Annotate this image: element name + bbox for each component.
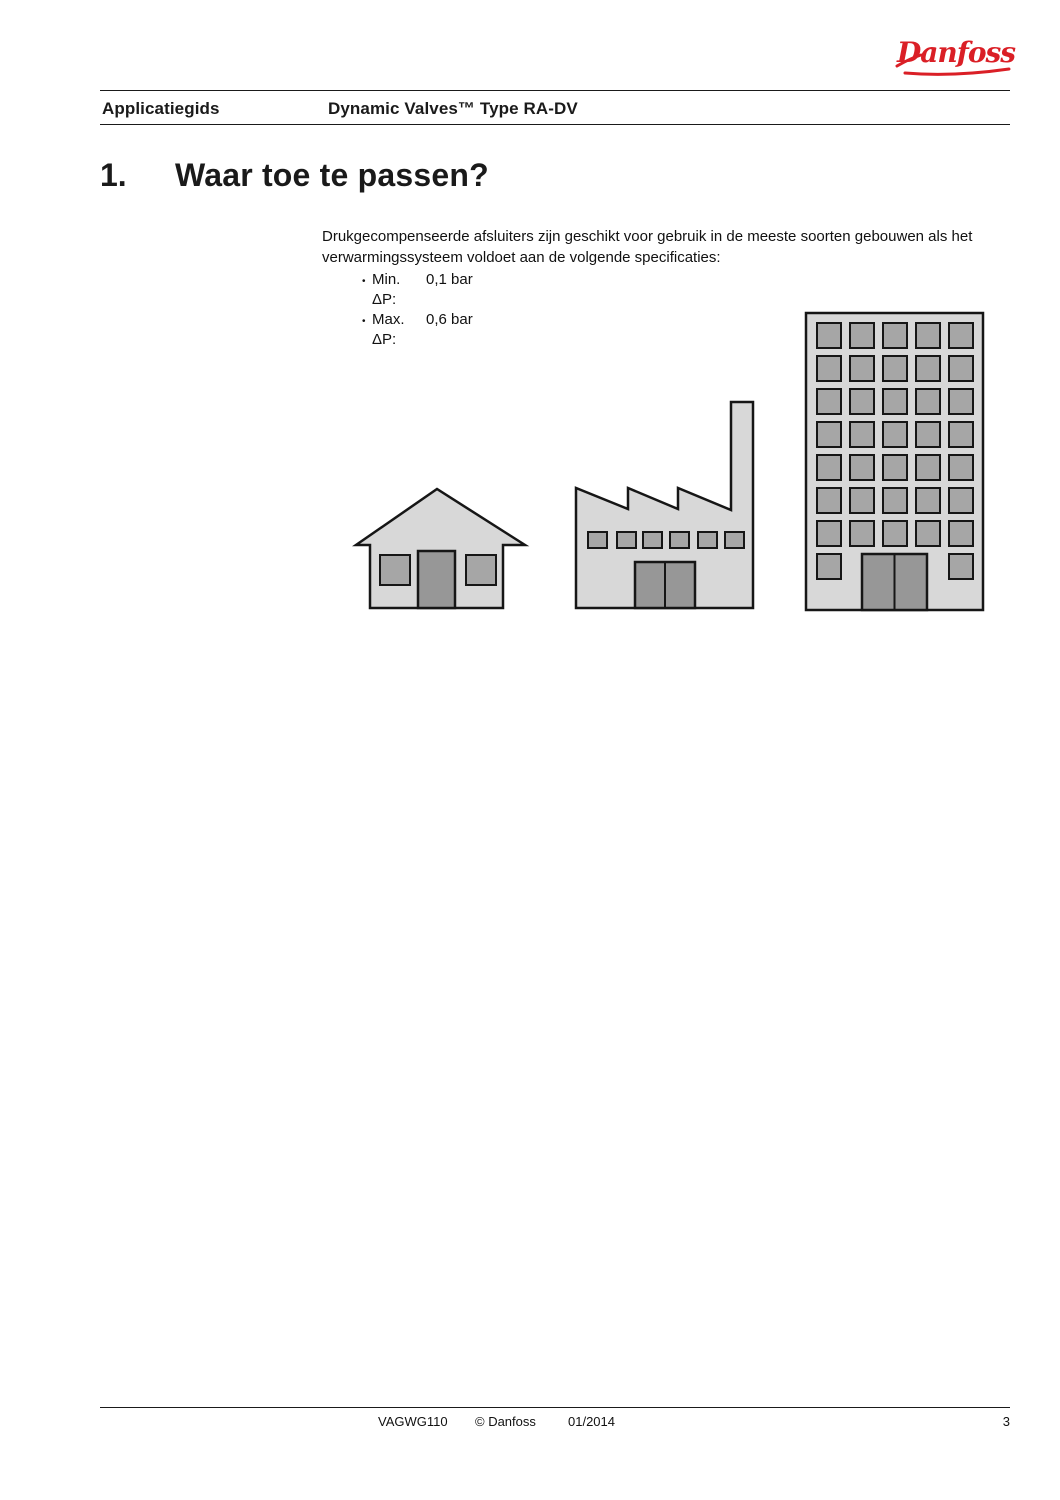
footer-date: 01/2014 bbox=[568, 1414, 615, 1429]
bullet-value: 0,1 bar bbox=[426, 271, 473, 288]
bullet-icon: • bbox=[362, 276, 366, 287]
logo-text: Danfoss bbox=[897, 36, 1016, 69]
header-doc-title: Dynamic Valves™ Type RA-DV bbox=[328, 99, 578, 118]
body-paragraph: Drukgecompenseerde afsluiters zijn geschikt voor gebruik in de meeste soorten gebouwen als het verwarmingssysteem voldoet aan de volgende specificaties: bbox=[322, 228, 973, 266]
header-doc-type: Applicatiegids bbox=[102, 99, 220, 118]
house-icon bbox=[356, 489, 525, 608]
section-number: 1. bbox=[100, 157, 127, 193]
footer-copyright: © Danfoss bbox=[475, 1414, 536, 1429]
buildings-illustration bbox=[340, 300, 1000, 615]
footer-doc-id: VAGWG110 bbox=[378, 1414, 448, 1429]
page-header bbox=[100, 90, 1010, 125]
bullet-value: 0,6 bar bbox=[426, 311, 473, 328]
danfoss-logo-icon bbox=[891, 28, 1019, 80]
high-rise-icon bbox=[806, 313, 983, 610]
bullet-label: Max. ΔP: bbox=[372, 311, 405, 348]
page-number: 3 bbox=[1002, 1414, 1010, 1429]
page-title: Waar toe te passen? bbox=[175, 157, 489, 193]
bullet-label: Min. ΔP: bbox=[372, 271, 401, 308]
bullet-icon: • bbox=[362, 316, 366, 327]
factory-icon bbox=[576, 402, 753, 608]
footer-divider bbox=[100, 1407, 1010, 1408]
